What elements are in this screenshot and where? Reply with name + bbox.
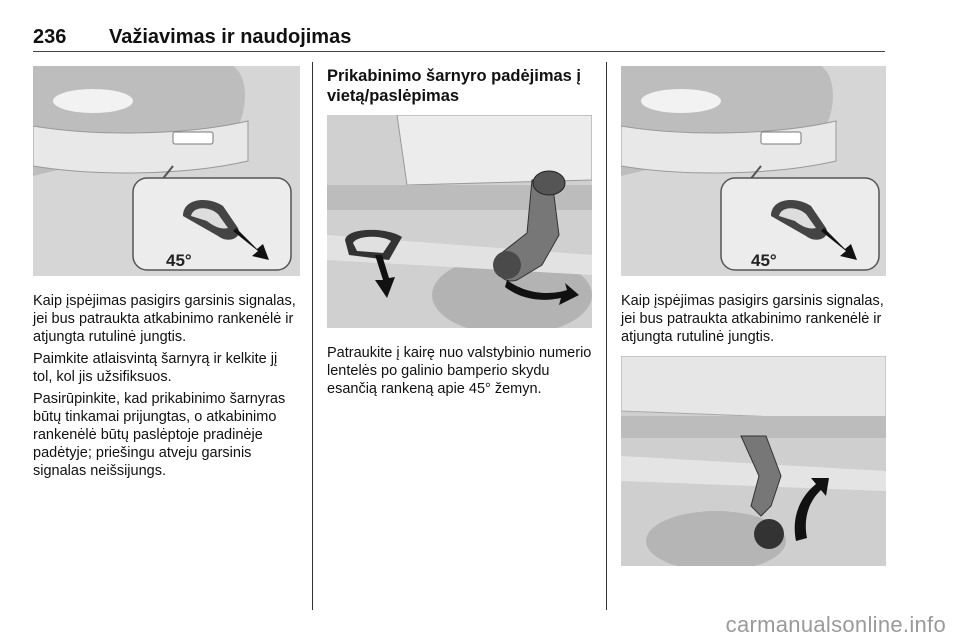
angle-label: 45° bbox=[166, 251, 192, 270]
paragraph: Paimkite atlaisvintą šarnyrą ir kelkite jį tol, kol jis užsifiksuos. bbox=[33, 351, 278, 385]
release-handle-illustration-2 bbox=[621, 66, 886, 276]
header-rule bbox=[33, 51, 885, 52]
release-handle-illustration bbox=[33, 66, 300, 276]
tow-ball-illustration bbox=[327, 115, 592, 328]
figure-release-handle bbox=[33, 66, 300, 276]
paragraph: Kaip įspėjimas pasigirs garsinis signalas, jei bus patraukta atkabinimo rankenėlė ir atjungta rutulinė jungtis. bbox=[621, 293, 884, 345]
paragraph: Patraukite į kairę nuo valstybinio numerio lentelės po galinio bamperio skydu esančią rankeną apie 45° žemyn. bbox=[327, 345, 592, 397]
paragraph: Kaip įspėjimas pasigirs garsinis signalas, jei bus patraukta atkabinimo rankenėlė ir atjungta rutulinė jungtis. bbox=[33, 293, 296, 345]
figure-hitch-tow-ball bbox=[327, 115, 592, 328]
chapter-title: Važiavimas ir naudojimas bbox=[109, 26, 352, 48]
tow-ball-stowed-illustration bbox=[621, 356, 886, 566]
figure-release-handle-2 bbox=[621, 66, 886, 276]
section-heading: Prikabinimo šarnyro padėjimas į vietą/paslėpimas bbox=[327, 67, 582, 105]
column-divider-2 bbox=[606, 62, 607, 610]
footer-watermark: carmanualsonline.info bbox=[725, 612, 946, 637]
paragraph: Pasirūpinkite, kad prikabinimo šarnyras būtų tinkamai prijungtas, o atkabinimo rankenėlė būtų paslėptoje pradinėje padėtyje; priešingu atveju garsinis signalas neišsijungs. bbox=[33, 391, 286, 479]
page-header bbox=[33, 26, 885, 52]
page-number: 236 bbox=[33, 26, 67, 48]
figure-tow-ball-stowed bbox=[621, 356, 886, 566]
column-divider-1 bbox=[312, 62, 313, 610]
angle-label: 45° bbox=[751, 251, 777, 270]
